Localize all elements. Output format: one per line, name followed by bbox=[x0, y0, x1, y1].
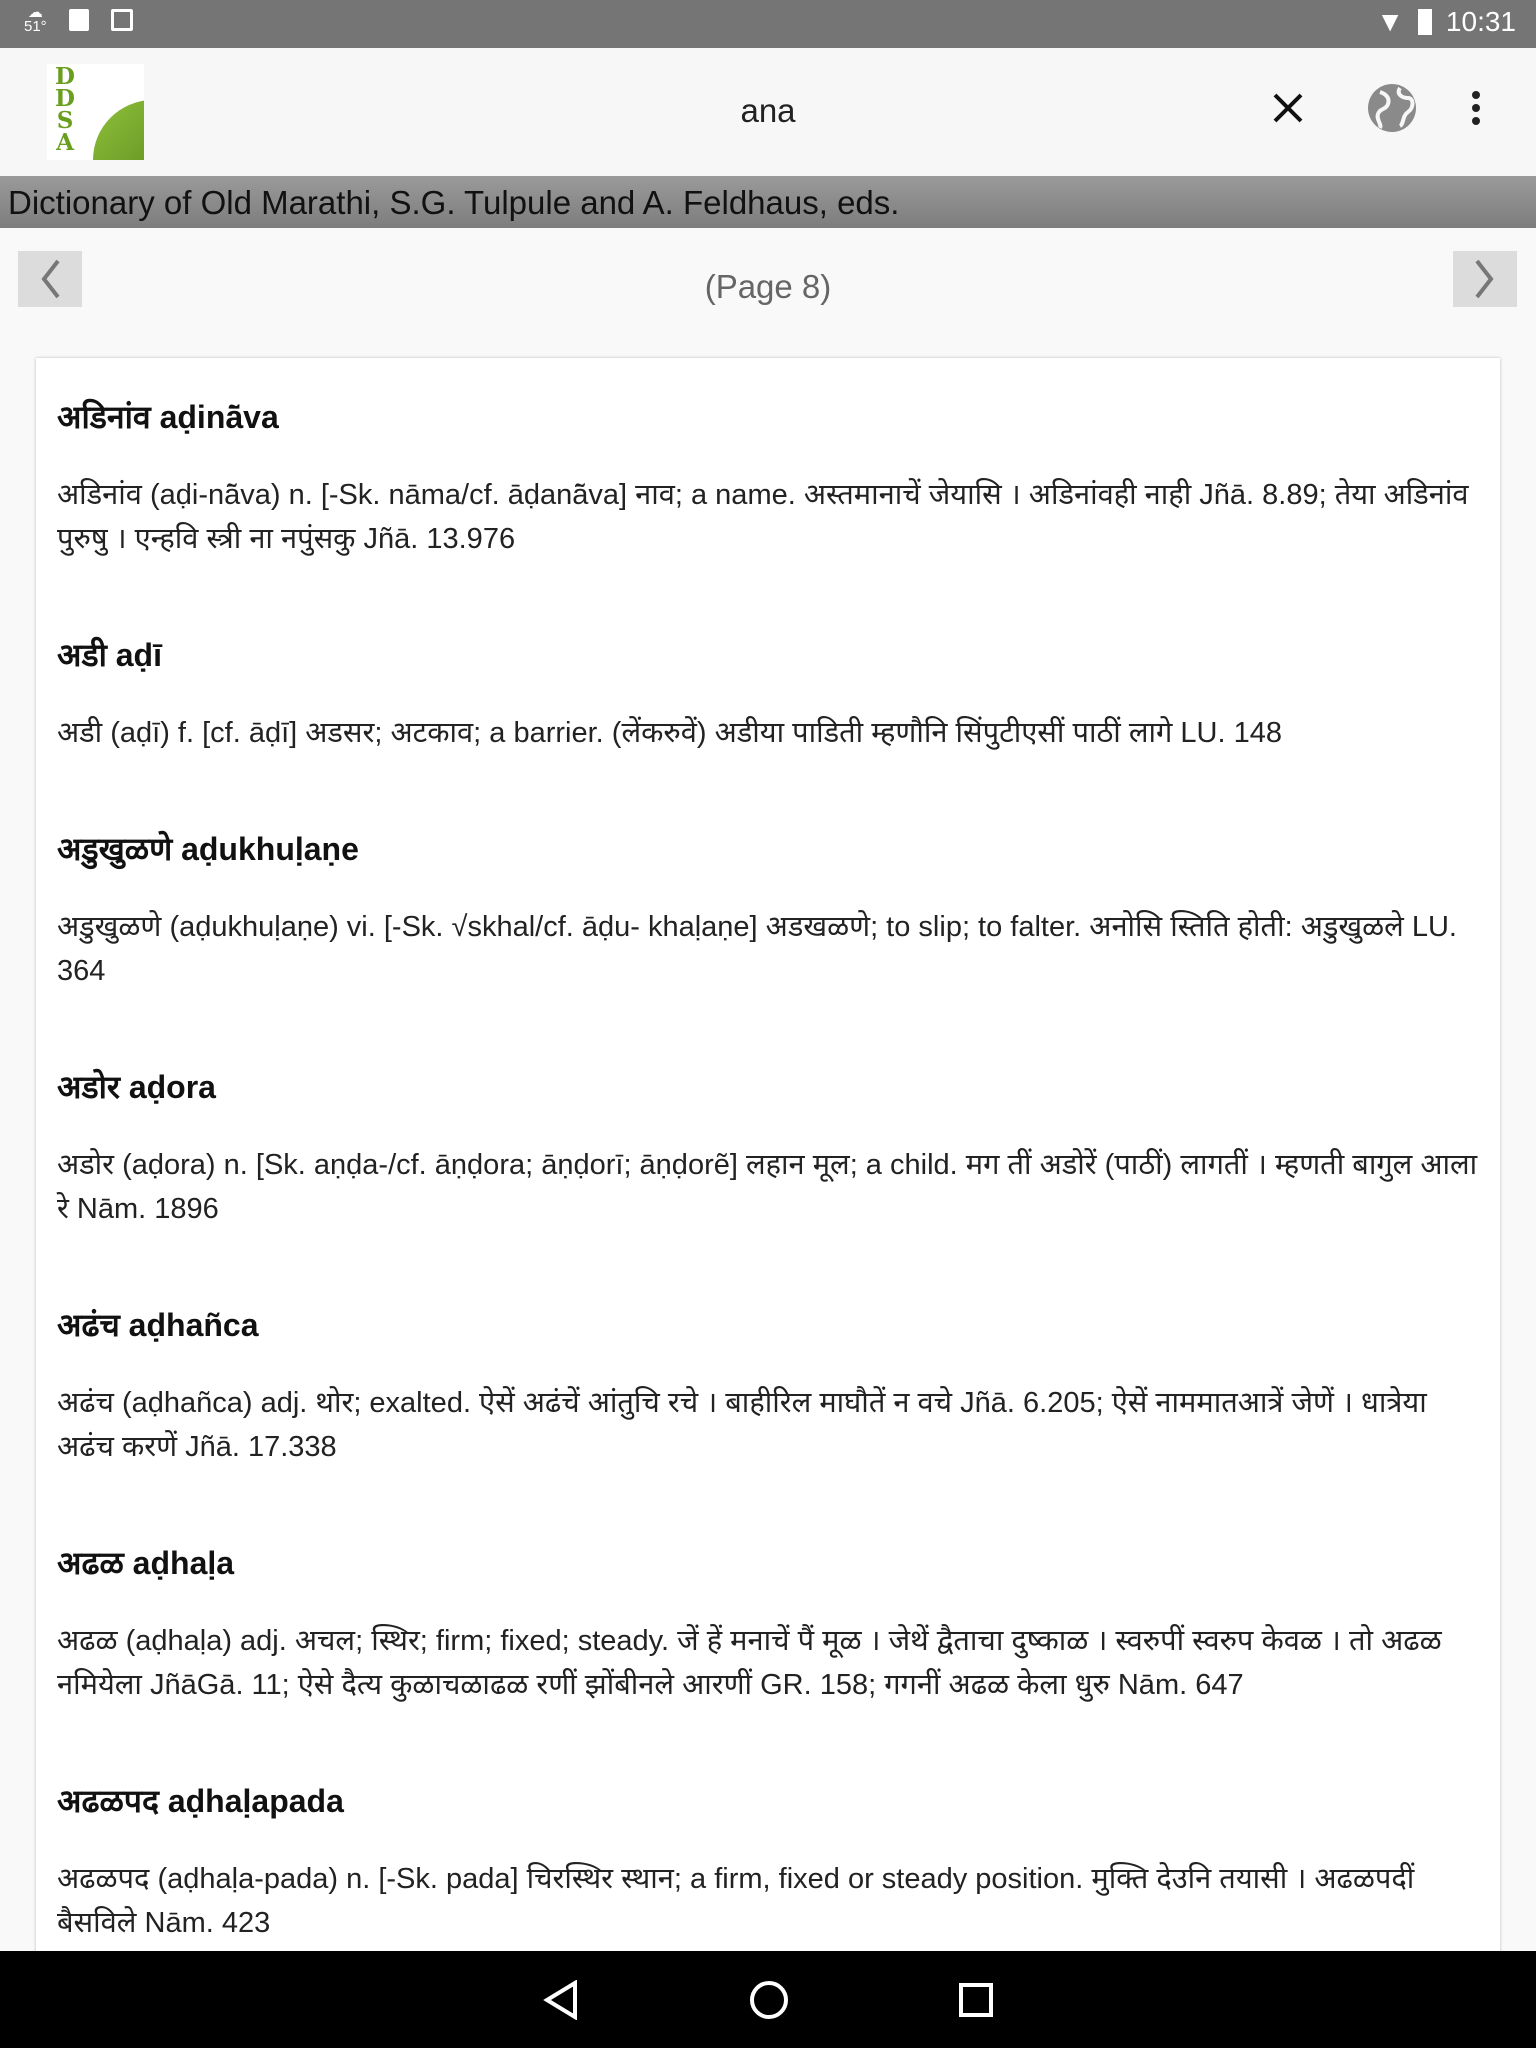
next-page-button[interactable] bbox=[1453, 251, 1517, 307]
page-label: (Page 8) bbox=[704, 268, 832, 305]
language-button[interactable] bbox=[1362, 78, 1422, 138]
dictionary-entry bbox=[57, 633, 1479, 755]
dictionary-entry bbox=[57, 1303, 1479, 1469]
entry-headword: अढळपद aḍhaḷapada bbox=[57, 1783, 344, 1819]
dictionary-entry bbox=[57, 395, 1479, 561]
entry-definition: अडिनांव (aḍi-nā̃va) n. [-Sk. nāma/cf. āḍanā̃va] नाव; a name. अस्तमानाचें जेयासि । अडिनांवही नाही Jñā. 8.89; तेया अडिनांव पुरुषु । एन्हवि स्त्री ना नपुंसकु Jñā. 13.976 bbox=[57, 479, 1469, 555]
overflow-menu-button[interactable] bbox=[1446, 78, 1506, 138]
entry-definition: अढळपद (aḍhaḷa-pada) n. [-Sk. pada] चिरस्थिर स्थान; a firm, fixed or steady position. मुक्ति देउनि तयासी । अढळपदीं बैसविले Nām. 423 bbox=[57, 1863, 1415, 1939]
dictionary-entry bbox=[57, 1779, 1479, 1945]
entry-definition: अढंच (aḍhañca) adj. थोर; exalted. ऐसें अढंचें आंतुचि रचे । बाहीरिल माघौतें न वचे Jñā. 6.205; ऐसें नाममातआत्रें जेणें । धात्रेया अढंच करणें Jñā. 17.338 bbox=[57, 1387, 1427, 1463]
dictionary-entry bbox=[57, 1065, 1479, 1231]
battery-icon bbox=[1418, 9, 1432, 35]
entry-definition: अडोर (aḍora) n. [Sk. aṇḍa-/cf. āṇḍora; āṇḍorī; āṇḍorẽ] लहान मूल; a child. मग तीं अडोरें (पाठीं) लागतीं । म्हणती बागुल आला रे Nām. 1896 bbox=[57, 1149, 1478, 1225]
dictionary-entries bbox=[36, 358, 1500, 1978]
search-query[interactable]: ana bbox=[740, 92, 796, 129]
media-notification-icon bbox=[111, 9, 133, 31]
back-icon[interactable] bbox=[543, 1980, 579, 2020]
entry-headword: अडोर aḍora bbox=[57, 1069, 216, 1105]
entry-definition: अडुखुळणे (aḍukhuḷaṇe) vi. [-Sk. √skhal/cf. āḍu- khaḷaṇe] अडखळणे; to slip; to falter. अनोसि स्तिति होती: अडुखुळले LU. 364 bbox=[57, 911, 1457, 987]
entry-headword: अडी aḍī bbox=[57, 637, 162, 673]
dictionary-entry bbox=[57, 1541, 1479, 1707]
ddsa-logo[interactable]: D D S A bbox=[47, 64, 144, 160]
image-notification-icon bbox=[69, 9, 89, 31]
entry-headword: अढळ aḍhaḷa bbox=[57, 1545, 235, 1581]
entry-headword: अडुखुळणे aḍukhuḷaṇe bbox=[57, 831, 359, 867]
clear-search-button[interactable] bbox=[1258, 78, 1318, 138]
weather-icon: ☁ 51° bbox=[24, 4, 47, 35]
wifi-icon: ▼ bbox=[1376, 6, 1404, 37]
dictionary-title: Dictionary of Old Marathi, S.G. Tulpule and A. Feldhaus, eds. bbox=[8, 184, 900, 221]
globe-icon bbox=[1366, 82, 1418, 134]
status-bar bbox=[0, 0, 1536, 48]
close-icon bbox=[1272, 92, 1304, 124]
entry-definition: अडी (aḍī) f. [cf. āḍī] अडसर; अटकाव; a barrier. (लेंकरुवें) अडीया पाडिती म्हणौनि सिंपुटीएसीं पाठीं लागे LU. 148 bbox=[57, 717, 1282, 749]
entry-headword: अडिनांव aḍinā̃va bbox=[57, 399, 279, 435]
more-vert-icon bbox=[1470, 90, 1482, 126]
app-bar bbox=[0, 48, 1536, 176]
entry-definition: अढळ (aḍhaḷa) adj. अचल; स्थिर; firm; fixed; steady. जें हें मनाचें पैं मूळ । जेथें द्वैताचा दुष्काळ । स्वरुपीं स्वरुप केवळ । तो अढळ नमियेला JñāGā. 11; ऐसे दैत्य कुळाचळाढळ रणीं झोंबीनले आरणीं GR. 158; गगनीं अढळ केला धुरु Nām. 647 bbox=[57, 1625, 1442, 1701]
recents-icon[interactable] bbox=[959, 1983, 993, 2017]
dictionary-title-bar bbox=[0, 176, 1536, 228]
system-navigation-bar bbox=[0, 1951, 1536, 2048]
clock: 10:31 bbox=[1445, 6, 1516, 37]
dictionary-entry bbox=[57, 827, 1479, 993]
entry-headword: अढंच aḍhañca bbox=[57, 1307, 259, 1343]
home-icon[interactable] bbox=[749, 1980, 789, 2020]
chevron-right-icon bbox=[1473, 257, 1497, 301]
